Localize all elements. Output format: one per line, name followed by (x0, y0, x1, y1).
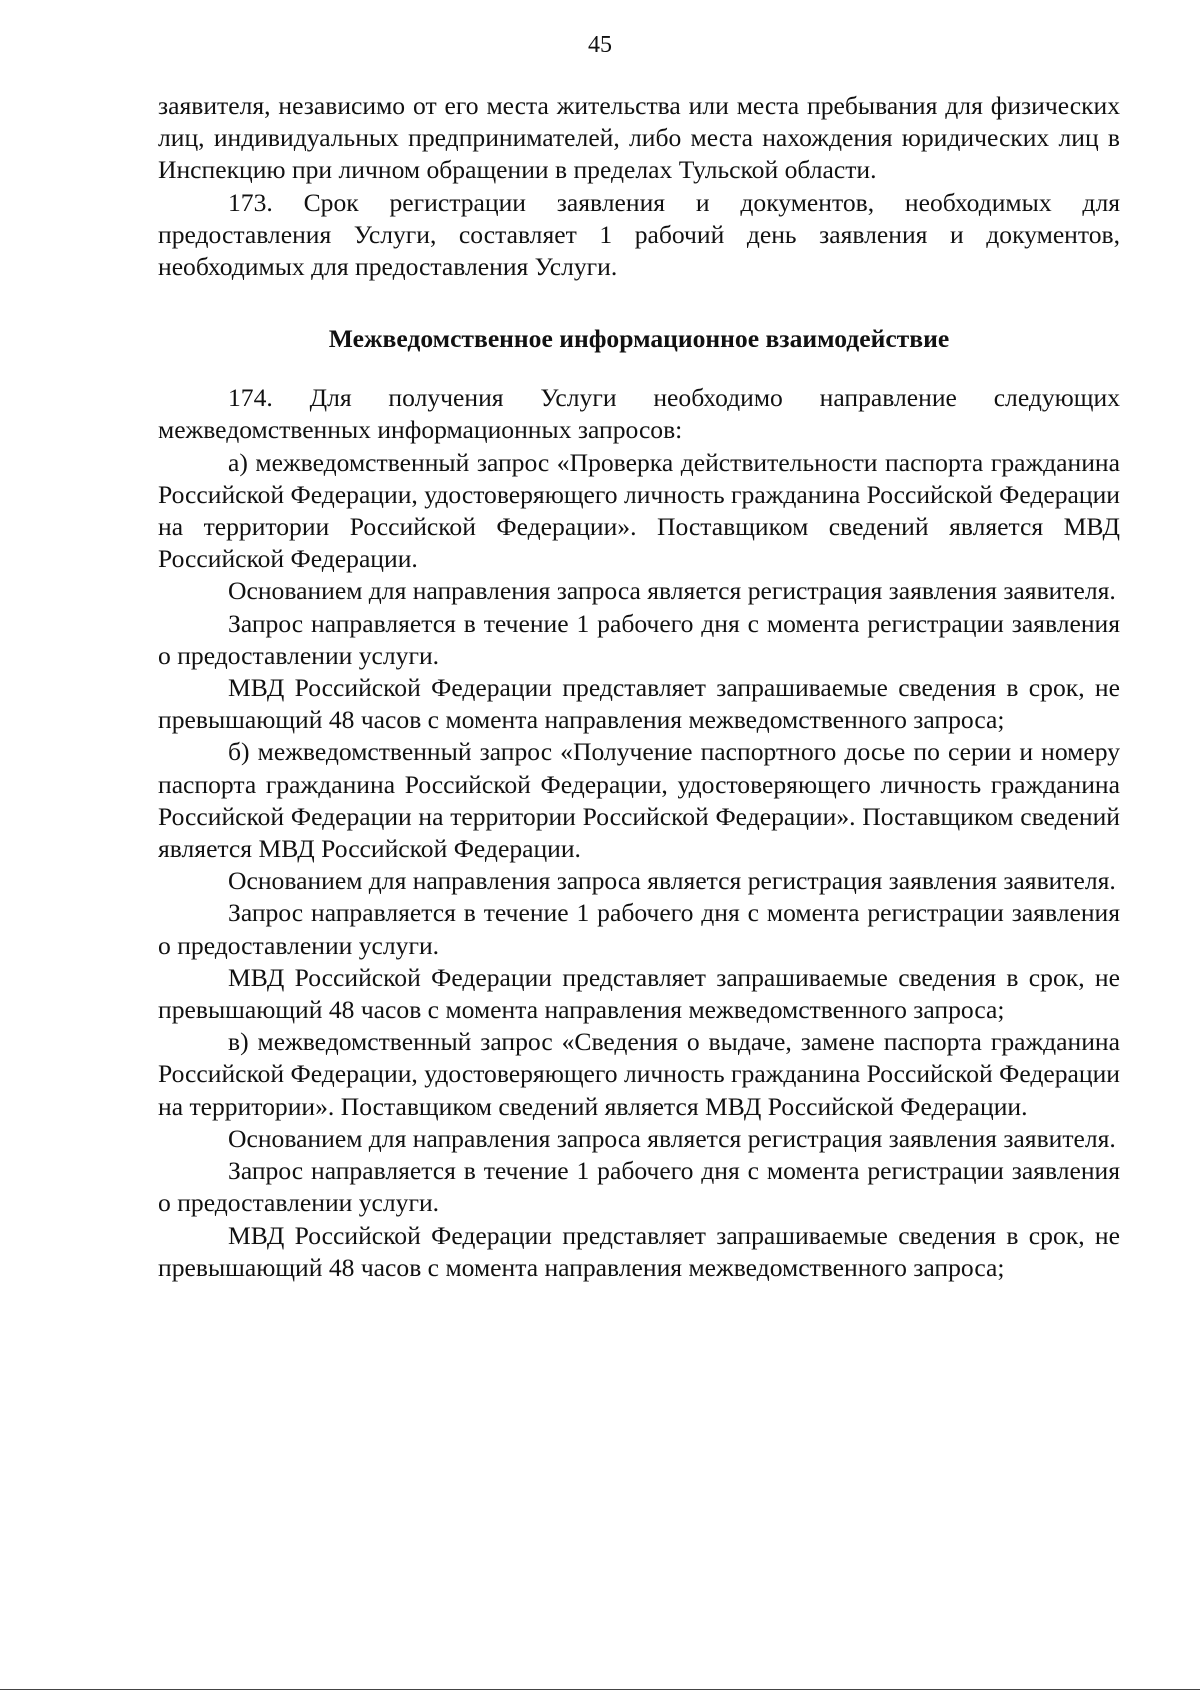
paragraph-request-b: б) межведомственный запрос «Получение паспортного досье по серии и номеру паспорта гражданина Российской Федерации, удостоверяющего личность гражданина Российской Федерации на территории Российской Федерации». Поставщиком сведений является МВД Российской Федерации. (158, 737, 1120, 864)
paragraph-basis-a: Основанием для направления запроса является регистрация заявления заявителя. (228, 576, 1116, 606)
paragraph-basis-c: Основанием для направления запроса является регистрация заявления заявителя. (228, 1123, 1116, 1153)
paragraph-timing-b: Запрос направляется в течение 1 рабочего дня с момента регистрации заявления о предоставлении услуги. (158, 898, 1120, 960)
paragraph-timing-a: Запрос направляется в течение 1 рабочего дня с момента регистрации заявления о предоставлении услуги. (158, 608, 1120, 670)
document-body (158, 90, 1120, 1284)
section-heading: Межведомственное информационное взаимодействие (328, 324, 950, 354)
footer-divider (0, 1689, 1200, 1690)
paragraph-basis-b: Основанием для направления запроса является регистрация заявления заявителя. (228, 866, 1116, 896)
paragraph-response-a: МВД Российской Федерации представляет запрашиваемые сведения в срок, не превышающий 48 часов с момента направления межведомственного запроса; (158, 673, 1120, 735)
paragraph-response-c: МВД Российской Федерации представляет запрашиваемые сведения в срок, не превышающий 48 часов с момента направления межведомственного запроса; (158, 1220, 1120, 1282)
page-number: 45 (588, 32, 612, 58)
paragraph-request-a: а) межведомственный запрос «Проверка действительности паспорта гражданина Российской Федерации, удостоверяющего личность гражданина Российской Федерации на территории Российской Федерации». Поставщиком сведений является МВД Российской Федерации. (158, 447, 1121, 574)
paragraph-173: 173. Срок регистрации заявления и документов, необходимых для предоставления Услуги, составляет 1 рабочий день заявления и документов, необходимых для предоставления Услуги. (158, 187, 1120, 282)
paragraph-continuation: заявителя, независимо от его места жительства или места пребывания для физических лиц, индивидуальных предпринимателей, либо места нахождения юридических лиц в Инспекцию при личном обращении в пределах Тульской области. (158, 91, 1120, 185)
paragraph-response-b: МВД Российской Федерации представляет запрашиваемые сведения в срок, не превышающий 48 часов с момента направления межведомственного запроса; (158, 962, 1120, 1025)
paragraph-174: 174. Для получения Услуги необходимо направление следующих межведомственных информационных запросов: (158, 383, 1120, 445)
paragraph-timing-c: Запрос направляется в течение 1 рабочего дня с момента регистрации заявления о предоставлении услуги. (158, 1156, 1120, 1218)
paragraph-request-c: в) межведомственный запрос «Сведения о выдаче, замене паспорта гражданина Российской Федерации, удостоверяющего личность гражданина Российской Федерации на территории». Поставщиком сведений является МВД Российской Федерации. (158, 1027, 1121, 1121)
